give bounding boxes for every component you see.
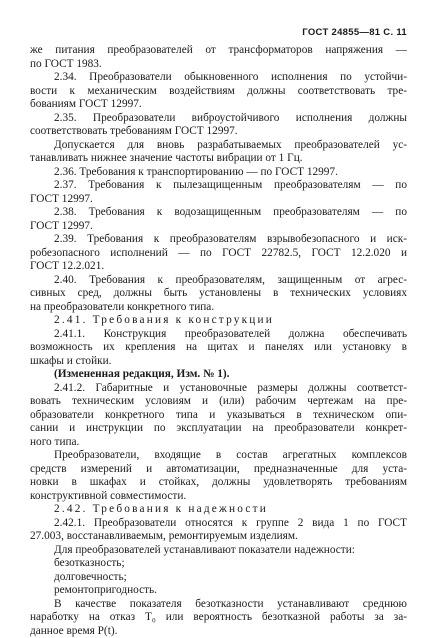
text-line: 2.38. Требования к водозащищенным преобразователям — по — [30, 206, 407, 220]
text-line: Для преобразователей устанавливают показатели надежности: — [30, 544, 407, 558]
text-line: на преобразователи конкретного типа. — [30, 301, 407, 315]
text-line: данное время P(t). — [30, 625, 407, 638]
text-line: шкафы и стойки. — [30, 355, 407, 369]
text-line: ного типа. — [30, 436, 407, 450]
text-line: вости к механическим воздействиям должны соответствовать тре- — [30, 85, 407, 99]
text-line: 27.003, восстанавливаемым, ремонтируемым изделиям. — [30, 530, 407, 544]
text-line: 2.34. Преобразователи обыкновенного исполнения по устойчи- — [30, 71, 407, 85]
text-line: В качестве показателя безотказности устанавливают среднюю — [30, 598, 407, 612]
page-header: ГОСТ 24855—81 С. 11 — [302, 27, 407, 38]
text-line: 2.40. Требования к преобразователям, защищенным от агрес- — [30, 274, 407, 288]
text-line: наработку на отказ T₀ или вероятность безотказной работы за за- — [30, 611, 407, 625]
text-line: 2.36. Требования к транспортированию — по ГОСТ 12997. — [30, 166, 407, 180]
text-line: танавливать нижнее значение частоты вибрации от 1 Гц. — [30, 152, 407, 166]
text-line: сании и инструкции по эксплуатации на преобразователи конкрет- — [30, 422, 407, 436]
text-line: ГОСТ 12997. — [30, 193, 407, 207]
text-line: ГОСТ 12997. — [30, 220, 407, 234]
text-line: же питания преобразователей от трансформаторов напряжения — — [30, 44, 407, 58]
text-line: конструктивной совместимости. — [30, 490, 407, 504]
text-line: по ГОСТ 1983. — [30, 58, 407, 72]
text-line: образователи конкретного типа и указываться в техническом опи- — [30, 409, 407, 423]
text-line: ремонтопригодность. — [30, 584, 407, 598]
text-line: 2.42.1. Преобразователи относятся к группе 2 вида 1 по ГОСТ — [30, 517, 407, 531]
text-line: робезопасного исполнений — по ГОСТ 22782.5, ГОСТ 12.2.020 и — [30, 247, 407, 261]
text-line: Преобразователи, входящие в состав агрегатных комплексов — [30, 449, 407, 463]
text-line: Допускается для вновь разрабатываемых преобразователей ус- — [30, 139, 407, 153]
text-line: 2.35. Преобразователи виброустойчивого исполнения должны — [30, 112, 407, 126]
document-body — [30, 44, 407, 638]
text-line: сивных сред, должны быть установлены в технических условиях — [30, 287, 407, 301]
text-line: 2.37. Требования к пылезащищенным преобразователям — по — [30, 179, 407, 193]
text-line: 2.41.2. Габаритные и установочные размеры должны соответст- — [30, 382, 407, 396]
text-line: вовать техническим условиям и (или) рабочим чертежам на пре- — [30, 395, 407, 409]
text-line: возможность их крепления на щитах и панелях или установку в — [30, 341, 407, 355]
text-line: (Измененная редакция, Изм. № 1). — [30, 368, 407, 382]
text-line: средств измерений и автоматизации, предназначенные для уста- — [30, 463, 407, 477]
text-line: долговечность; — [30, 571, 407, 585]
text-line: новки в шкафах и стойках, должны удовлетворять требованиям — [30, 476, 407, 490]
text-line: безотказность; — [30, 557, 407, 571]
text-line: ГОСТ 12.2.021. — [30, 260, 407, 274]
text-line: 2.42. Требования к надежности — [30, 503, 407, 517]
text-line: бованиям ГОСТ 12997. — [30, 98, 407, 112]
text-line: соответствовать требованиям ГОСТ 12997. — [30, 125, 407, 139]
text-line: 2.41. Требования к конструкции — [30, 314, 407, 328]
text-line: 2.39. Требования к преобразователям взрывобезопасного и иск- — [30, 233, 407, 247]
text-line: 2.41.1. Конструкция преобразователей должна обеспечивать — [30, 328, 407, 342]
